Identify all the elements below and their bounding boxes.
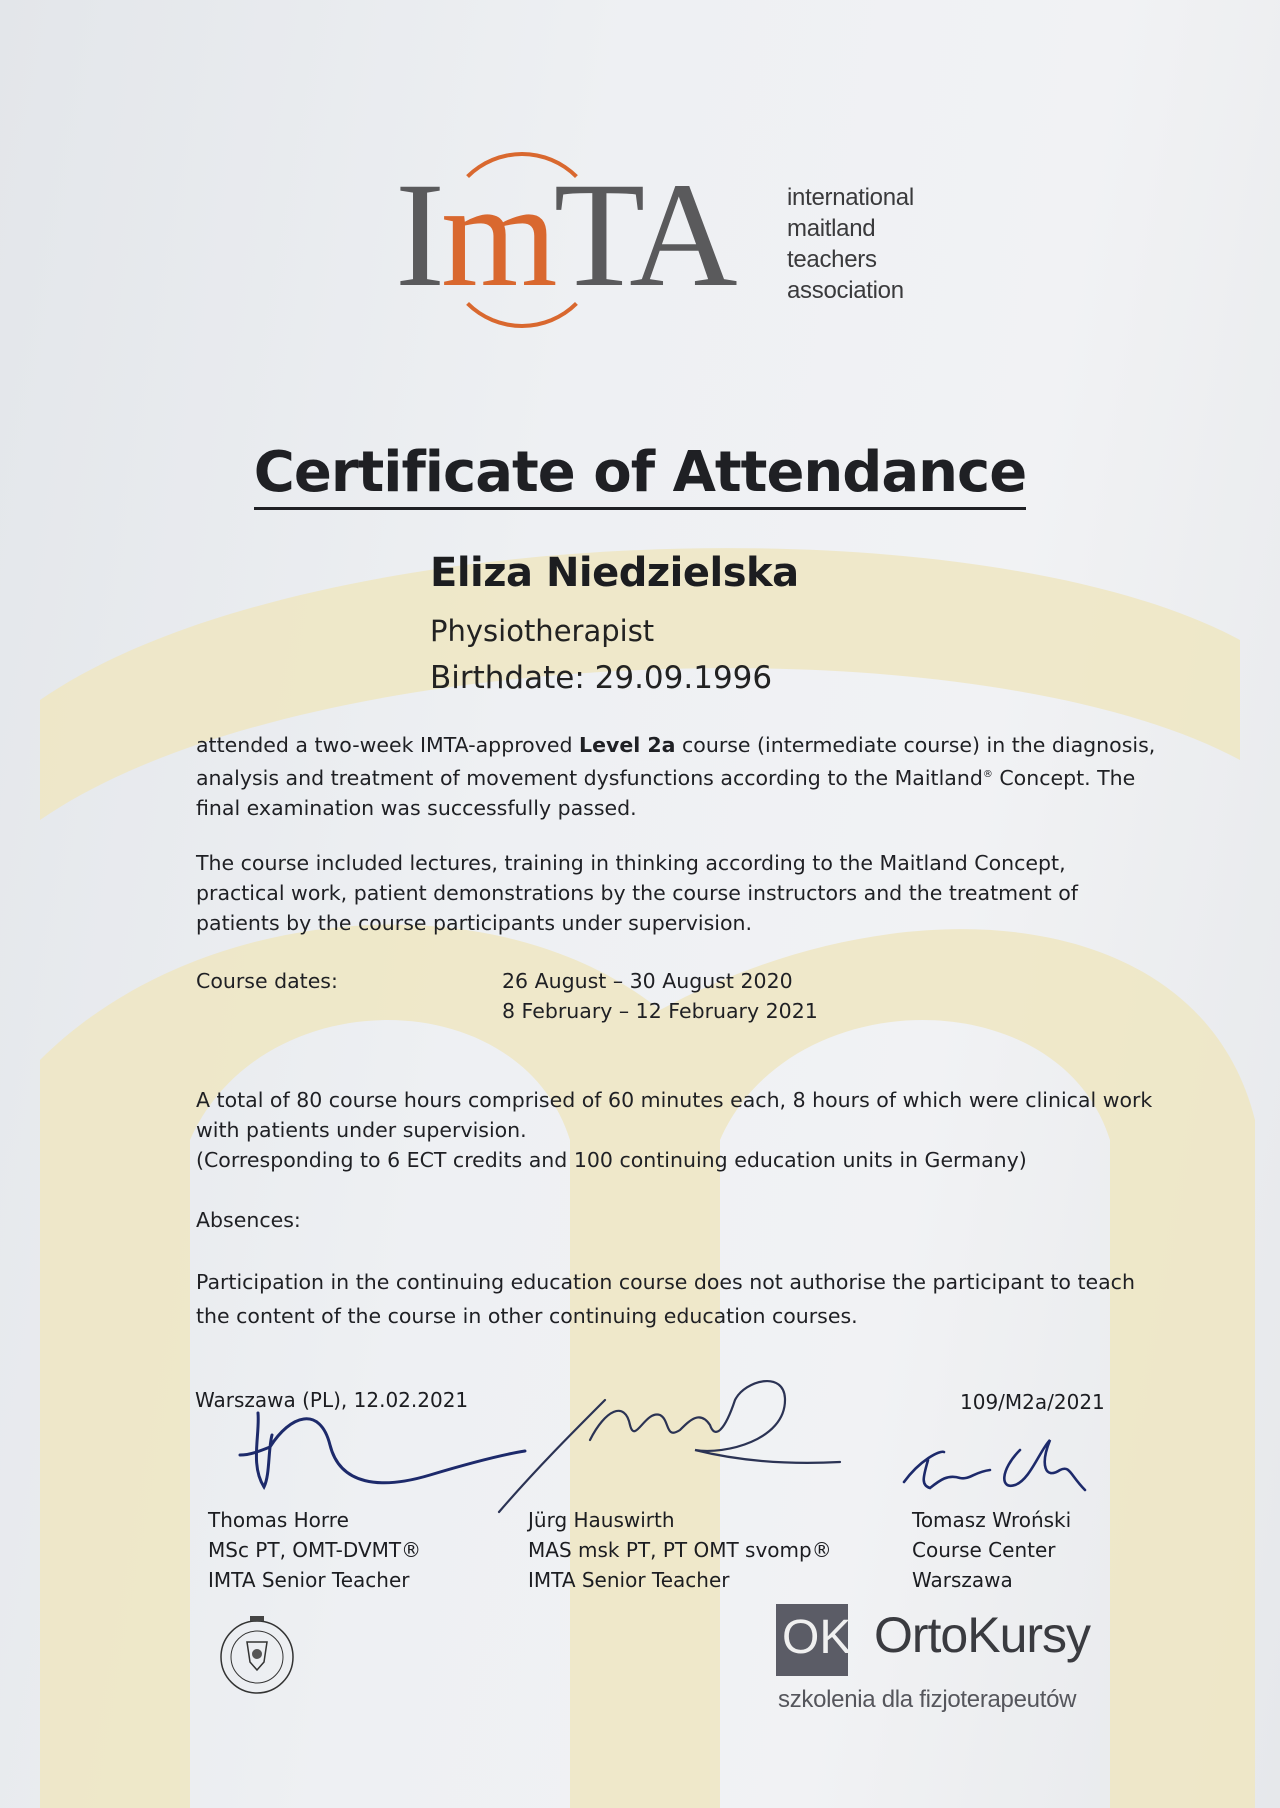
imta-seal-icon xyxy=(212,1612,302,1702)
signature-tomasz-wronski xyxy=(900,1430,1100,1510)
signatory-role: IMTA Senior Teacher xyxy=(528,1568,730,1592)
signatory-credentials: Course Center xyxy=(912,1538,1056,1562)
attendance-paragraph: attended a two-week IMTA-approved Level 2a course (intermediate course) in the diagnosis, analysis and treatment of movement dysfunctions according to the Maitland® Concept. The final examination was successfully passed. xyxy=(196,733,1156,820)
ortokursy-logo-mark: OK xyxy=(776,1604,848,1676)
course-credits-text: (Corresponding to 6 ECT credits and 100 continuing education units in Germany) xyxy=(196,1148,1027,1172)
recipient-profession: Physiotherapist xyxy=(430,614,655,648)
course-hours-text: A total of 80 course hours comprised of 60 minutes each, 8 hours of which were clinical work with patients under supervision. xyxy=(196,1088,1153,1142)
recipient-name: Eliza Niedzielska xyxy=(430,550,799,596)
signatory-name: Tomasz Wroński xyxy=(912,1508,1072,1532)
absences-label: Absences: xyxy=(196,1208,301,1232)
recipient-birthdate: Birthdate: 29.09.1996 xyxy=(430,660,773,696)
signatory-name: Thomas Horre xyxy=(208,1508,349,1532)
signatory-name: Jürg Hauswirth xyxy=(528,1508,675,1532)
logo-letters: ImTA xyxy=(395,152,734,318)
certificate-number: 109/M2a/2021 xyxy=(960,1390,1105,1414)
logo-tagline-line: international xyxy=(787,184,914,211)
course-dates-label: Course dates: xyxy=(196,969,338,993)
course-hours-paragraph xyxy=(196,1085,1156,1175)
signatory-credentials: MSc PT, OMT-DVMT® xyxy=(208,1538,422,1562)
recipient-block xyxy=(430,550,799,696)
signatory-block xyxy=(208,1505,421,1595)
imta-logo xyxy=(395,140,935,340)
signatory-role: IMTA Senior Teacher xyxy=(208,1568,410,1592)
signatory-block xyxy=(912,1505,1071,1595)
course-dates-values xyxy=(502,966,1002,1026)
place-and-date: Warszawa (PL), 12.02.2021 xyxy=(195,1388,469,1412)
logo-tagline xyxy=(787,182,914,306)
ortokursy-name: OrtoKursy xyxy=(874,1607,1091,1663)
signatory-block xyxy=(528,1505,832,1595)
signature-thomas-horre xyxy=(230,1395,530,1505)
logo-tagline-line: maitland xyxy=(787,215,876,242)
course-date-range: 26 August – 30 August 2020 xyxy=(502,969,793,993)
course-content-paragraph: The course included lectures, training in thinking according to the Maitland Concept, practical work, patient demonstrations by the course instructors and the treatment of patients by the course participants under supervision. xyxy=(196,851,1078,935)
logo-tagline-line: teachers xyxy=(787,246,877,273)
logo-tagline-line: association xyxy=(787,277,904,304)
ortokursy-tagline: szkolenia dla fizjoterapeutów xyxy=(778,1686,1077,1713)
certificate-title: Certificate of Attendance xyxy=(0,440,1280,505)
signatory-role: Warszawa xyxy=(912,1568,1013,1592)
signatory-credentials: MAS msk PT, PT OMT svomp® xyxy=(528,1538,832,1562)
ortokursy-logo xyxy=(776,1602,1106,1722)
signature-jurg-hauswirth xyxy=(495,1370,855,1520)
course-date-range: 8 February – 12 February 2021 xyxy=(502,999,818,1023)
teaching-disclaimer: Participation in the continuing education course does not authorise the participant to teach the content of the course in other continuing education courses. xyxy=(196,1270,1135,1328)
